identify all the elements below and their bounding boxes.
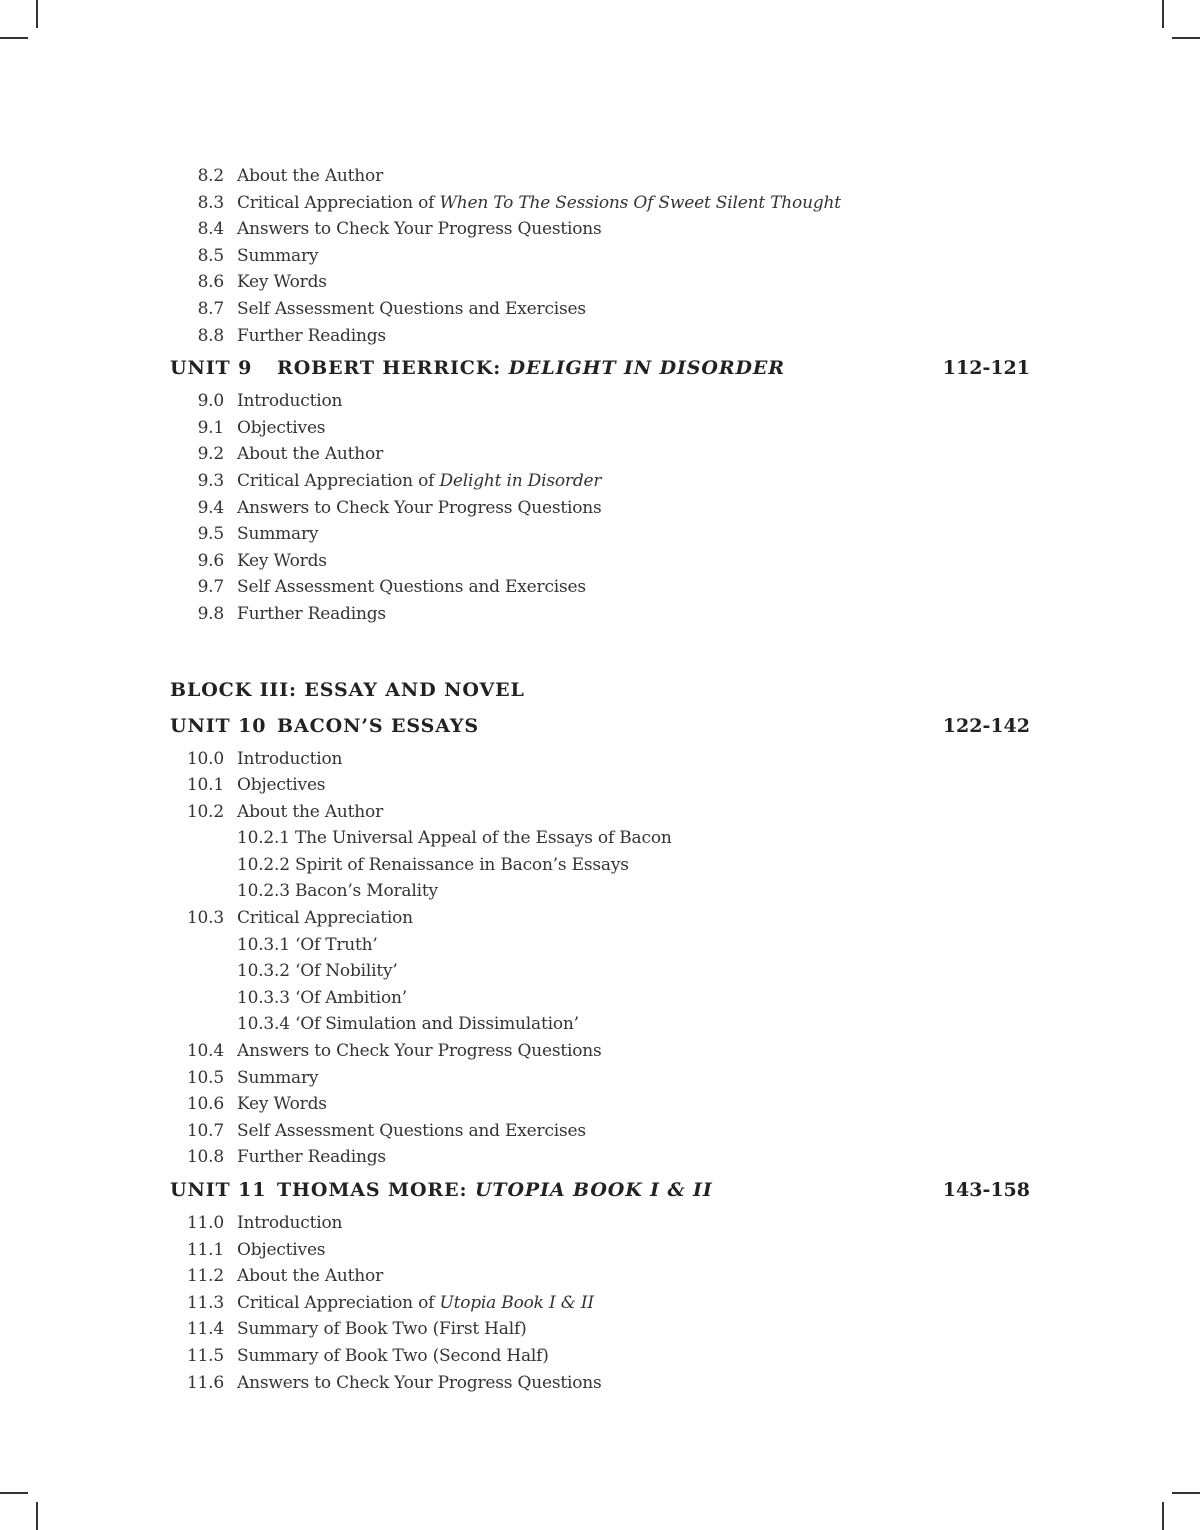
crop-mark-bottom-left-horizontal	[0, 1492, 28, 1494]
toc-entry-9-4: 9.4 Answers to Check Your Progress Questions	[197, 497, 602, 518]
toc-entry-10-8: 10.8 Further Readings	[186, 1147, 386, 1168]
toc-entry-9-1: 9.1 Objectives	[197, 417, 326, 438]
toc-entry-10-2-3: 10.2.3 Bacon’s Morality	[237, 881, 438, 902]
toc-entry-10-3-4: 10.3.4 ‘Of Simulation and Dissimulation’	[237, 1014, 579, 1035]
toc-entry-11-0: 11.0 Introduction	[186, 1213, 343, 1233]
toc-entry-10-6: 10.6 Key Words	[186, 1094, 327, 1115]
crop-mark-bottom-right-horizontal	[1172, 1492, 1200, 1494]
unit-title: THOMAS MORE: UTOPIA BOOK I & II	[277, 1179, 713, 1201]
toc-entry-10-3-1: 10.3.1 ‘Of Truth’	[237, 934, 378, 955]
toc-entry-10-0: 10.0 Introduction	[186, 748, 343, 769]
toc-entry-9-2: 9.2 About the Author	[197, 444, 383, 465]
toc-entry-9-8: 9.8 Further Readings	[197, 603, 386, 624]
crop-mark-top-left-horizontal	[0, 37, 28, 39]
toc-entry-9-7: 9.7 Self Assessment Questions and Exercises	[197, 577, 586, 598]
toc-entry-10-7: 10.7 Self Assessment Questions and Exercises	[186, 1120, 586, 1141]
unit-title: BACON’S ESSAYS	[277, 714, 479, 737]
toc-entry-10-4: 10.4 Answers to Check Your Progress Questions	[186, 1041, 602, 1062]
toc-entry-8-7: 8.7 Self Assessment Questions and Exercises	[197, 298, 586, 319]
toc-entry-10-1: 10.1 Objectives	[186, 775, 326, 796]
unit-10-heading	[170, 707, 1030, 741]
unit-9-heading	[170, 349, 1030, 383]
toc-entry-8-8: 8.8 Further Readings	[197, 325, 386, 346]
unit-title: ROBERT HERRICK: DELIGHT IN DISORDER	[277, 357, 785, 380]
crop-mark-top-right-horizontal	[1172, 37, 1200, 39]
crop-mark-bottom-left-vertical	[36, 1502, 38, 1530]
block-3-heading: BLOCK III: ESSAY AND NOVEL	[170, 678, 525, 701]
toc-entry-9-6: 9.6 Key Words	[197, 550, 327, 571]
toc-entry-10-2-2: 10.2.2 Spirit of Renaissance in Bacon’s Essays	[237, 854, 629, 875]
toc-entry-11-3: 11.3 Critical Appreciation of Utopia Book I & II	[186, 1292, 594, 1313]
toc-entry-8-6: 8.6 Key Words	[197, 272, 327, 293]
toc-entry-9-5: 9.5 Summary	[197, 524, 319, 545]
toc-entry-11-6: 11.6 Answers to Check Your Progress Questions	[186, 1372, 602, 1393]
toc-entry-8-5: 8.5 Summary	[197, 245, 319, 266]
toc-entry-10-2-1: 10.2.1 The Universal Appeal of the Essays of Bacon	[237, 828, 672, 849]
toc-entry-9-0: 9.0 Introduction	[197, 391, 343, 412]
toc-entry-8-2: 8.2 About the Author	[197, 166, 383, 186]
toc-entry-11-4: 11.4 Summary of Book Two (First Half)	[186, 1319, 527, 1340]
toc-entry-10-2: 10.2 About the Author	[186, 801, 383, 822]
toc-entry-10-3-2: 10.3.2 ‘Of Nobility’	[237, 961, 398, 982]
toc-entry-11-1: 11.1 Objectives	[186, 1239, 326, 1260]
crop-mark-bottom-right-vertical	[1162, 1502, 1164, 1530]
unit-number: UNIT 10	[170, 714, 267, 737]
table-of-contents	[170, 163, 1030, 1396]
crop-mark-top-right-vertical	[1162, 0, 1164, 28]
toc-entry-8-4: 8.4 Answers to Check Your Progress Questions	[197, 219, 602, 240]
toc-entry-9-3: 9.3 Critical Appreciation of Delight in Disorder	[197, 470, 602, 491]
toc-entry-10-3-3: 10.3.3 ‘Of Ambition’	[237, 987, 408, 1008]
unit-11-heading	[170, 1171, 1030, 1205]
toc-entry-10-3: 10.3 Critical Appreciation	[186, 908, 413, 929]
unit-number: UNIT 9	[170, 357, 253, 380]
crop-mark-top-left-vertical	[36, 0, 38, 28]
unit-pages: 143-158	[942, 1179, 1030, 1201]
unit-number: UNIT 11	[170, 1179, 267, 1201]
toc-entry-11-5: 11.5 Summary of Book Two (Second Half)	[186, 1345, 549, 1366]
toc-entry-8-3: 8.3 Critical Appreciation of When To The Sessions Of Sweet Silent Thought	[197, 192, 841, 213]
toc-entry-11-2: 11.2 About the Author	[186, 1266, 383, 1287]
toc-entry-10-5: 10.5 Summary	[186, 1067, 319, 1088]
unit-pages: 112-121	[942, 357, 1030, 380]
unit-pages: 122-142	[942, 714, 1030, 737]
